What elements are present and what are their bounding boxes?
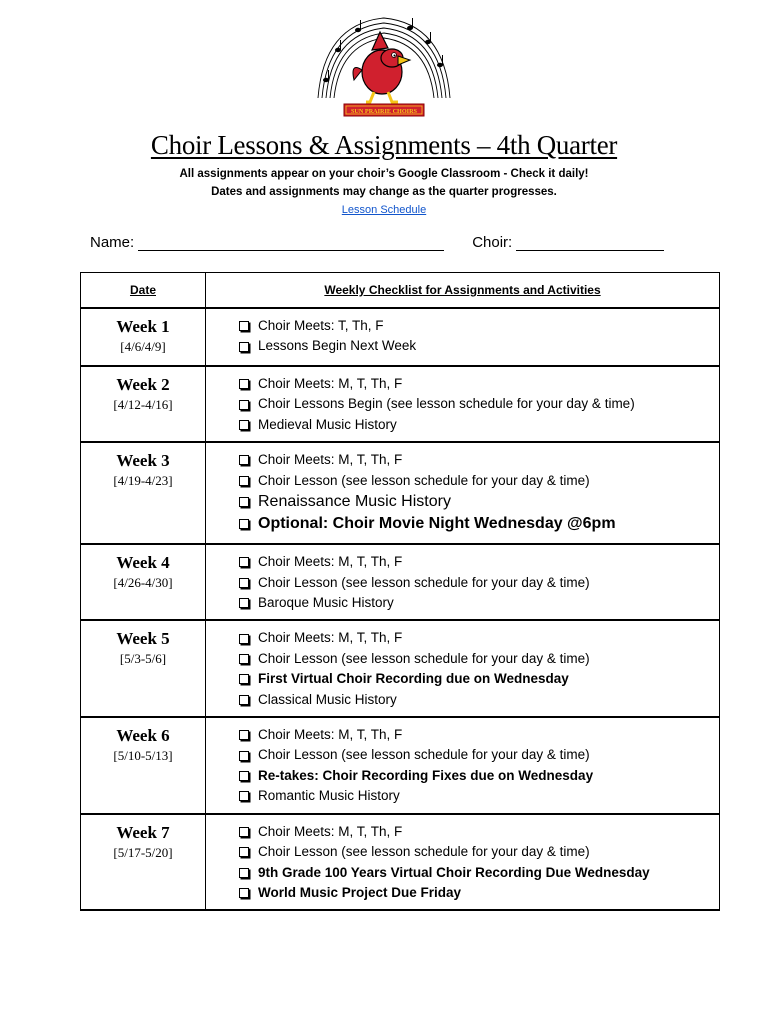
- week-checklist-cell: [206, 717, 720, 814]
- checklist-item-text: Choir Lesson (see lesson schedule for your day & time): [258, 747, 590, 763]
- checkbox-icon[interactable]: [239, 476, 249, 486]
- checklist-item-text: Choir Lesson (see lesson schedule for your day & time): [258, 844, 590, 860]
- week-row: [81, 814, 720, 911]
- week-row: [81, 308, 720, 366]
- week-label: Week 7: [116, 822, 170, 842]
- checkbox-icon[interactable]: [239, 578, 249, 588]
- week-date-range: [4/12-4/16]: [113, 397, 173, 412]
- checkbox-icon[interactable]: [239, 420, 249, 430]
- checklist-item: [239, 513, 719, 535]
- week-checklist-cell: [206, 366, 720, 442]
- name-field[interactable]: [138, 234, 444, 251]
- checkbox-icon[interactable]: [239, 674, 249, 684]
- checkbox-icon[interactable]: [239, 455, 249, 465]
- date-column-header: Date: [81, 273, 206, 309]
- checklist-item: [239, 745, 719, 765]
- checklist-item: [239, 552, 719, 572]
- checklist-item-text: First Virtual Choir Recording due on Wednesday: [258, 671, 569, 687]
- checklist-item: [239, 316, 719, 336]
- week-date-cell: [81, 366, 206, 442]
- checklist-item: [239, 842, 719, 862]
- checklist-item-text: Renaissance Music History: [258, 493, 451, 511]
- checkbox-icon[interactable]: [239, 791, 249, 801]
- week-row: [81, 620, 720, 717]
- checkbox-icon[interactable]: [239, 321, 249, 331]
- week-date-range: [5/10-5/13]: [113, 748, 173, 764]
- table-header-row: [81, 273, 720, 309]
- page-title: Choir Lessons & Assignments – 4th Quarter: [150, 130, 618, 160]
- subtitle-classroom: All assignments appear on your choir’s Google Classroom - Check it daily!: [179, 168, 589, 180]
- checklist-item-text: Optional: Choir Movie Night Wednesday @6pm: [258, 515, 616, 533]
- checklist-item-text: Choir Meets: M, T, Th, F: [258, 554, 403, 570]
- checklist-item-text: Re-takes: Choir Recording Fixes due on Wednesday: [258, 767, 594, 783]
- checklist-item-text: Choir Meets: M, T, Th, F: [258, 376, 403, 391]
- checklist-item: [239, 766, 719, 786]
- checklist-item-text: Choir Meets: M, T, Th, F: [258, 823, 403, 839]
- checkbox-icon[interactable]: [239, 497, 249, 507]
- checklist-item-text: Choir Meets: M, T, Th, F: [258, 630, 403, 646]
- checklist-column-header: Weekly Checklist for Assignments and Activities: [206, 273, 720, 309]
- week-checklist-cell: [206, 544, 720, 620]
- checklist-item-text: Choir Meets: M, T, Th, F: [258, 452, 403, 468]
- checkbox-icon[interactable]: [239, 400, 249, 410]
- checklist-item-text: 9th Grade 100 Years Virtual Choir Recording Due Wednesday: [258, 864, 650, 880]
- checklist-item: [239, 883, 719, 903]
- cardinal-logo-icon: [310, 10, 458, 118]
- week-date-cell: [81, 814, 206, 911]
- week-date-cell: [81, 308, 206, 366]
- checklist-item-text: Choir Meets: T, Th, F: [258, 318, 384, 333]
- week-label: Week 6: [116, 726, 170, 746]
- week-row: [81, 442, 720, 544]
- checklist-item-text: Choir Lesson (see lesson schedule for your day & time): [258, 650, 590, 666]
- checklist-item-text: Choir Meets: M, T, Th, F: [258, 727, 403, 743]
- week-date-cell: [81, 544, 206, 620]
- week-label: Week 5: [116, 629, 170, 649]
- checklist-item-text: Lessons Begin Next Week: [258, 338, 417, 354]
- week-date-range: [4/26-4/30]: [113, 575, 173, 591]
- checklist-item: [239, 471, 719, 491]
- checklist-item: [239, 450, 719, 470]
- checklist-item: [239, 336, 719, 356]
- checkbox-icon[interactable]: [239, 827, 249, 837]
- cardinal-logo: [310, 10, 458, 118]
- weeks-body: [81, 308, 720, 910]
- checklist-item: [239, 725, 719, 745]
- checklist-item: [239, 394, 719, 414]
- checklist-item-text: Classical Music History: [258, 691, 397, 707]
- checkbox-icon[interactable]: [239, 654, 249, 664]
- checklist-item-text: Choir Lessons Begin (see lesson schedule for your day & time): [258, 396, 635, 412]
- checklist-item-text: Baroque Music History: [258, 595, 394, 611]
- logo-banner-text: SUN PRAIRIE CHOIRS: [350, 108, 418, 115]
- checkbox-icon[interactable]: [239, 342, 249, 352]
- week-date-range: [4/19-4/23]: [113, 473, 173, 489]
- weekly-schedule-table: [80, 272, 720, 911]
- checklist-item-text: Choir Lesson (see lesson schedule for your day & time): [258, 574, 590, 590]
- week-label: Week 3: [116, 451, 170, 471]
- choir-field[interactable]: [516, 234, 664, 251]
- student-fields: [90, 234, 664, 251]
- name-label: Name:: [90, 234, 135, 251]
- week-checklist-cell: [206, 814, 720, 911]
- checklist-item: [239, 573, 719, 593]
- checklist-item: [239, 593, 719, 613]
- checklist-item: [239, 690, 719, 710]
- week-date-range: [4/6/4/9]: [120, 339, 166, 354]
- week-checklist-cell: [206, 308, 720, 366]
- subtitle-dates: Dates and assignments may change as the quarter progresses.: [211, 186, 557, 198]
- week-row: [81, 366, 720, 442]
- checkbox-icon[interactable]: [239, 888, 249, 898]
- checklist-item: [239, 669, 719, 689]
- checkbox-icon[interactable]: [239, 557, 249, 567]
- week-label: Week 4: [116, 553, 170, 573]
- checkbox-icon[interactable]: [239, 598, 249, 608]
- checklist-item: [239, 649, 719, 669]
- checkbox-icon[interactable]: [239, 868, 249, 878]
- week-date-cell: [81, 442, 206, 544]
- week-date-range: [5/3-5/6]: [119, 651, 167, 667]
- checklist-item: [239, 786, 719, 806]
- checkbox-icon[interactable]: [239, 634, 249, 644]
- week-date-cell: [81, 620, 206, 717]
- checkbox-icon[interactable]: [239, 847, 249, 857]
- week-row: [81, 544, 720, 620]
- checklist-item: [239, 863, 719, 883]
- choir-label: Choir:: [472, 234, 513, 251]
- week-label: Week 2: [116, 375, 170, 394]
- week-label: Week 1: [116, 317, 170, 336]
- checkbox-icon[interactable]: [239, 751, 249, 761]
- checklist-item-text: Choir Lesson (see lesson schedule for your day & time): [258, 472, 590, 488]
- checklist-item: [239, 628, 719, 648]
- checklist-item-text: World Music Project Due Friday: [258, 884, 462, 900]
- checkbox-icon[interactable]: [239, 519, 249, 529]
- week-row: [81, 717, 720, 814]
- checklist-item-text: Romantic Music History: [258, 788, 400, 804]
- checklist-item: [239, 822, 719, 842]
- checklist-item: [239, 415, 719, 435]
- week-checklist-cell: [206, 442, 720, 544]
- week-date-range: [5/17-5/20]: [113, 844, 173, 860]
- checklist-item: [239, 374, 719, 394]
- checklist-item-text: Medieval Music History: [258, 416, 397, 432]
- checkbox-icon[interactable]: [239, 771, 249, 781]
- lesson-schedule-link[interactable]: Lesson Schedule: [341, 204, 427, 216]
- checkbox-icon[interactable]: [239, 695, 249, 705]
- checklist-item: [239, 491, 719, 513]
- week-date-cell: [81, 717, 206, 814]
- checkbox-icon[interactable]: [239, 730, 249, 740]
- checkbox-icon[interactable]: [239, 379, 249, 389]
- week-checklist-cell: [206, 620, 720, 717]
